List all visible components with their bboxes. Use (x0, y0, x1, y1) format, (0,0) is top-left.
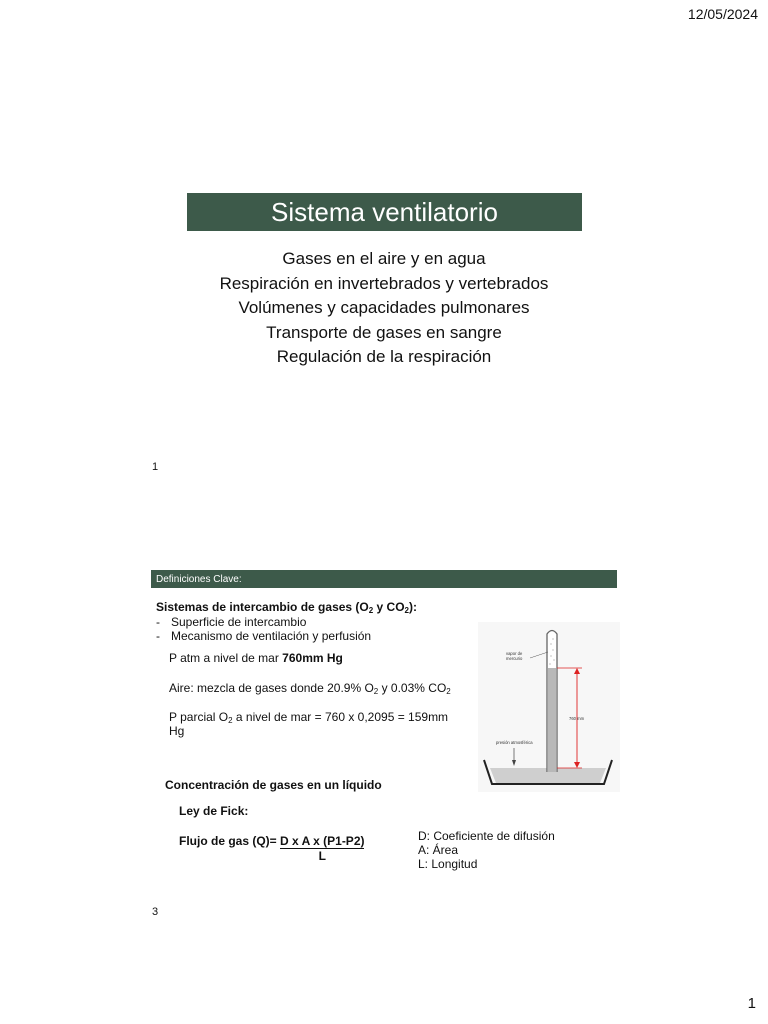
systems-title: Sistemas de intercambio de gases ($O_2$ y $CO_2$): (156, 600, 417, 615)
slide3-number: 3 (152, 906, 159, 918)
concentration-title: Concentración de gases en un líquido (165, 778, 382, 792)
print-date: 12/05/2024 (687, 6, 758, 22)
topic-item: Gases en el aire y en agua (282, 249, 486, 268)
legend-item: L: Longitud (418, 857, 478, 871)
partial-pressure-text: P parcial $O_2$ a nivel de mar = 760 x 0,2095 = 159mm (169, 710, 449, 725)
bullet-text: Mecanismo de ventilación y perfusión (171, 629, 372, 643)
fick-legend (418, 829, 555, 871)
topic-item: Respiración en invertebrados y vertebrados (219, 273, 549, 293)
air-composition-text: Aire: mezcla de gases donde 20.9% $O_2$ y 0.03% $CO_2$ (169, 681, 451, 696)
slide1-title: Sistema ventilatorio (271, 196, 498, 227)
topic-item: Regulación de la respiración (276, 347, 492, 366)
page-number: 1 (747, 995, 756, 1012)
slide1-number: 1 (152, 461, 159, 473)
legend-item: A: Área (418, 843, 459, 857)
fick-law-title: Ley de Fick: (179, 804, 249, 818)
barometer-figure (478, 622, 620, 792)
figure-label-height: 760 mm (569, 716, 585, 721)
figure-label-vapor-2: mercurio (506, 656, 523, 661)
flow-formula: Flujo de gas $(Q)= \frac{\text{D x A x (P1-P2)}}{L}$ (179, 834, 365, 863)
topic-item: Volúmenes y capacidades pulmonares (238, 298, 530, 317)
topic-item: Transporte de gases en sangre (266, 322, 502, 342)
bullet-item: - (156, 615, 160, 629)
formula-denominator: L (318, 849, 326, 863)
partial-pressure-unit: Hg (169, 724, 185, 738)
slide1-title-bar (187, 193, 582, 231)
bullet-item: - (156, 629, 160, 643)
slide3-header-bar (151, 570, 617, 588)
patm-text: P atm a nivel de mar 760mm Hg (169, 651, 343, 665)
slide3-header: Definiciones Clave: (156, 573, 242, 585)
slide1-topic-list (150, 247, 618, 370)
figure-label-vapor: vapor de (506, 651, 523, 656)
formula-numerator: D x A x (P1-P2) (280, 834, 365, 848)
bullet-text: Superficie de intercambio (171, 615, 307, 629)
legend-item: D: Coeficiente de difusión (418, 829, 555, 843)
figure-label-pressure: presión atmosférica (496, 740, 533, 745)
